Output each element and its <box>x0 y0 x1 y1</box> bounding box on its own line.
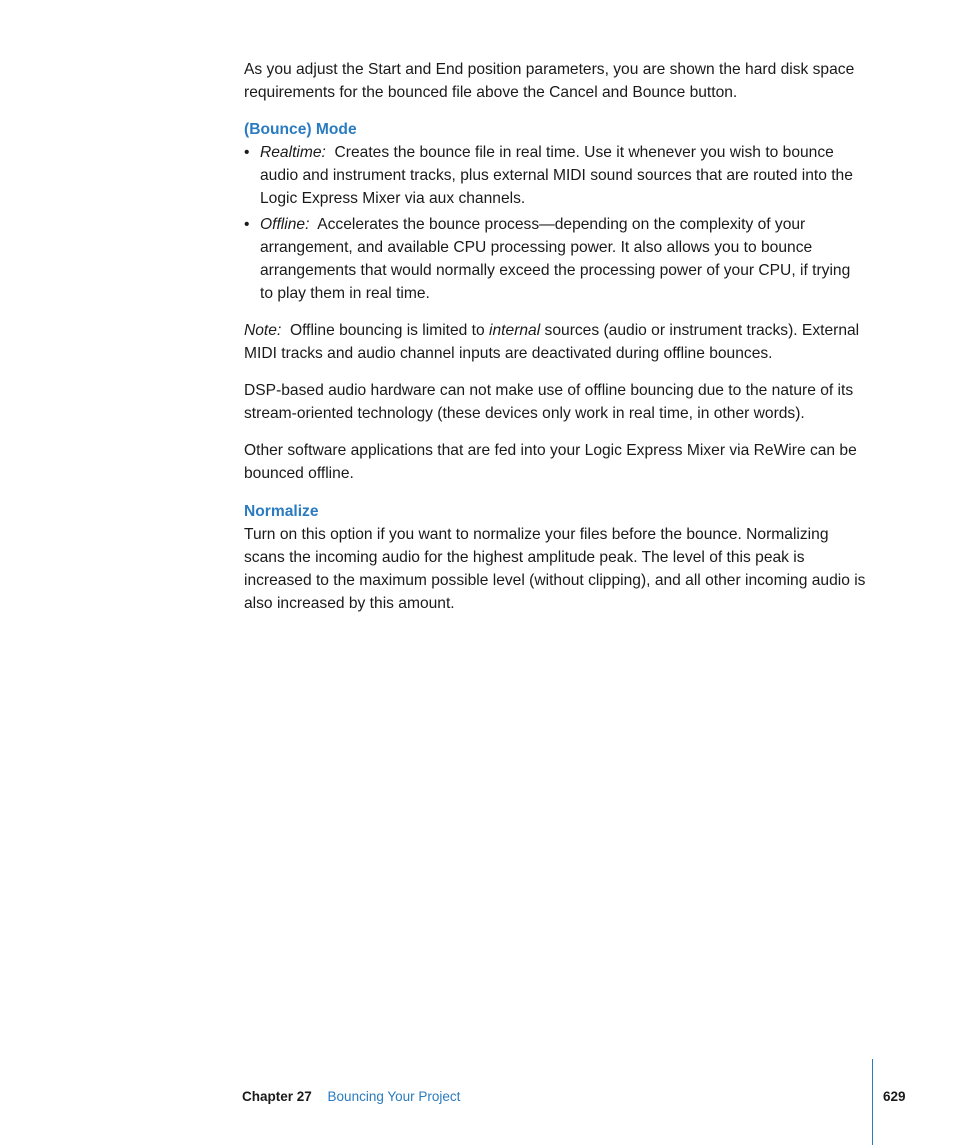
bullet-icon: • <box>244 216 250 233</box>
note-text-after: sources (audio or instrument tracks). External MIDI tracks and audio channel inputs are deactivated during offline bounces. <box>244 322 860 362</box>
note-emphasis: internal <box>489 322 541 339</box>
note-paragraph <box>244 319 866 365</box>
rewire-paragraph: Other software applications that are fed into your Logic Express Mixer via ReWire can be bounced offline. <box>244 442 857 482</box>
note-text-before: Offline bouncing is limited to <box>289 322 485 339</box>
page-number: 629 <box>883 1089 906 1104</box>
bounce-mode-heading: (Bounce) Mode <box>244 121 357 138</box>
list-item <box>244 213 866 305</box>
normalize-heading: Normalize <box>244 503 319 520</box>
bullet-text: Accelerates the bounce process—depending on the complexity of your arrangement, and available CPU processing power. It also allows you to bounce arrangements that would normally exceed the processing power of your CPU, if trying to play them in real time. <box>260 216 851 302</box>
chapter-label: Chapter 27 <box>242 1089 312 1104</box>
footer-divider <box>872 1059 873 1145</box>
chapter-title-link[interactable]: Bouncing Your Project <box>327 1089 461 1104</box>
bullet-term: Realtime: <box>260 144 326 161</box>
intro-paragraph: As you adjust the Start and End position parameters, you are shown the hard disk space requirements for the bounced file above the Cancel and Bounce button. <box>244 61 855 101</box>
bounce-mode-list <box>244 141 866 305</box>
bullet-text: Creates the bounce file in real time. Use it whenever you wish to bounce audio and instrument tracks, plus external MIDI sound sources that are routed into the Logic Express Mixer via aux channels. <box>260 144 853 207</box>
note-label: Note: <box>244 322 282 339</box>
page-content <box>244 58 866 629</box>
page-footer <box>242 1087 460 1107</box>
normalize-paragraph: Turn on this option if you want to normalize your files before the bounce. Normalizing scans the incoming audio for the highest amplitude peak. The level of this peak is increased to the maximum possible level (without clipping), and all other incoming audio is also increased by this amount. <box>244 526 866 612</box>
dsp-paragraph: DSP-based audio hardware can not make use of offline bouncing due to the nature of its stream-oriented technology (these devices only work in real time, in other words). <box>244 382 854 422</box>
bullet-term: Offline: <box>260 216 310 233</box>
bullet-icon: • <box>244 144 250 161</box>
list-item <box>244 141 866 210</box>
